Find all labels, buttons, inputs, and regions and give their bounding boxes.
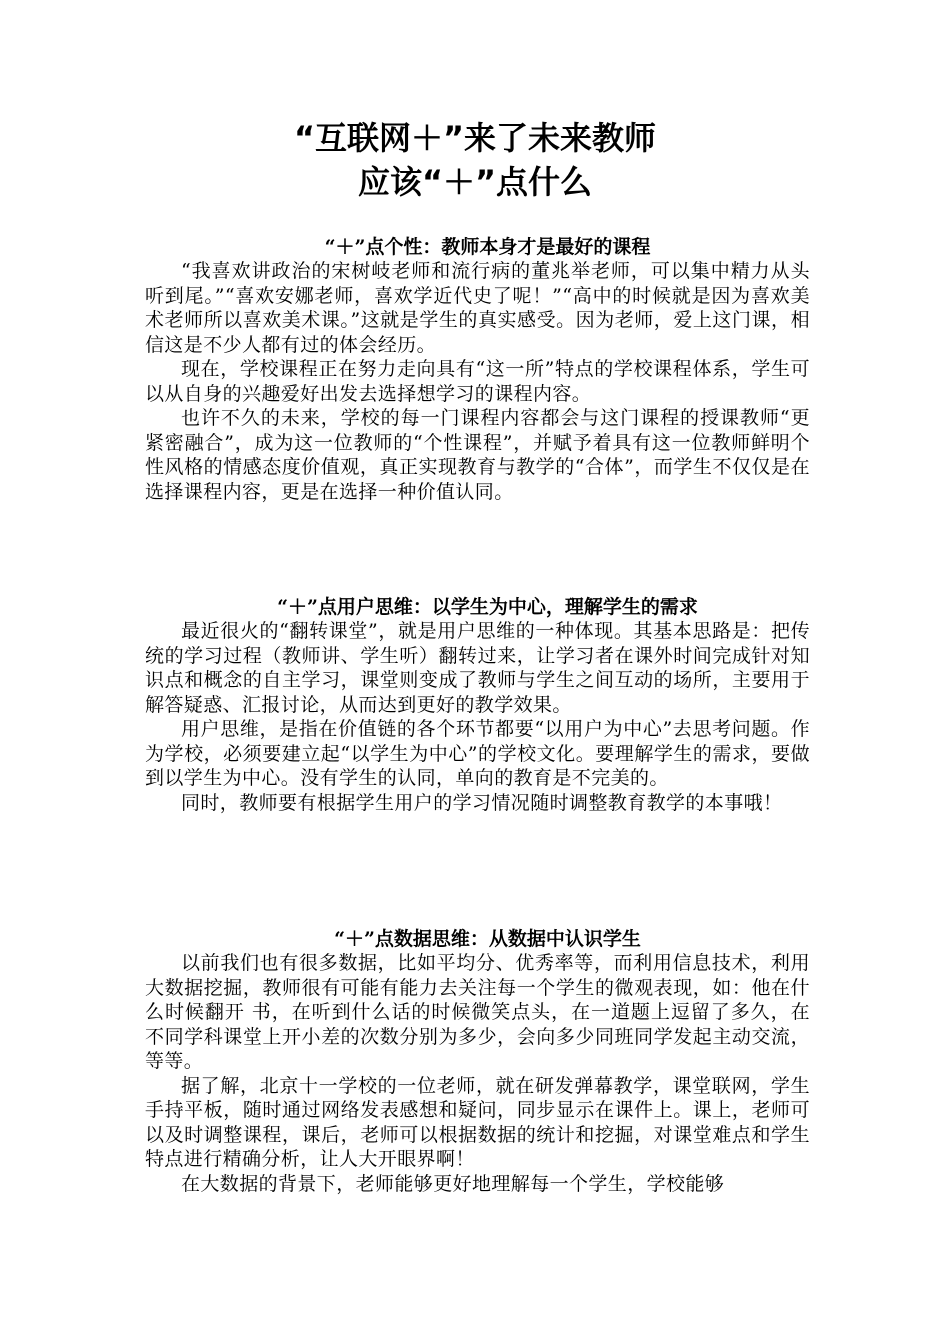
paragraph: 据了解，北京十一学校的一位老师，就在研发弹幕教学，课堂联网，学生手持平板，随时通过网络发表感想和疑问，同步显示在课件上。课上，老师可以及时调整课程，课后，老师可以根据数据的统计和挖掘，对课堂难点和学生特点进行精确分析，让人大开眼界啊！ [145, 1074, 810, 1170]
paragraph: 同时，教师要有根据学生用户的学习情况随时调整教育教学的本事哦！ [181, 791, 783, 814]
paragraph: “我喜欢讲政治的宋树岐老师和流行病的董兆举老师，可以集中精力从头听到尾。”“喜欢安娜老师，喜欢学近代史了呢！”“高中的时候就是因为喜欢美术老师所以喜欢美术课。”这就是学生的真实感受。因为老师，爱上这门课，相信这是不少人都有过的体会经历。 [145, 260, 810, 356]
document-title-line-1: “互联网＋”来了未来教师 [293, 119, 657, 157]
section-heading: “＋”点数据思维：从数据中认识学生 [334, 928, 641, 950]
paragraph: 用户思维，是指在价值链的各个环节都要“以用户为中心”去思考问题。作为学校，必须要建立起“以学生为中心”的学校文化。要理解学生的需求，要做到以学生为中心。没有学生的认同，单向的教育是不完美的。 [145, 718, 810, 789]
section-personality [145, 235, 810, 504]
section-user-thinking [145, 595, 810, 815]
section-data-thinking [145, 927, 810, 1196]
paragraph: 也许不久的未来，学校的每一门课程内容都会与这门课程的授课教师“更紧密融合”，成为这一位教师的“个性课程”，并赋予着具有这一位教师鲜明个性风格的情感态度价值观，真正实现教育与教学的“合体”，而学生不仅仅是在选择课程内容，更是在选择一种价值认同。 [145, 407, 810, 503]
paragraph: 在大数据的背景下，老师能够更好地理解每一个学生，学校能够 [181, 1172, 725, 1195]
section-heading: “＋”点用户思维：以学生为中心，理解学生的需求 [277, 596, 698, 618]
paragraph: 现在，学校课程正在努力走向具有“这一所”特点的学校课程体系，学生可以从自身的兴趣爱好出发去选择想学习的课程内容。 [145, 358, 810, 405]
paragraph: 最近很火的“翻转课堂”，就是用户思维的一种体现。其基本思路是：把传统的学习过程（教师讲、学生听）翻转过来，让学习者在课外时间完成针对知识点和概念的自主学习，课堂则变成了教师与学生之间互动的场所，主要用于解答疑惑、汇报讨论，从而达到更好的教学效果。 [145, 620, 810, 716]
document-title-line-2: 应该“＋”点什么 [357, 163, 593, 201]
paragraph: 以前我们也有很多数据，比如平均分、优秀率等，而利用信息技术，利用大数据挖掘，教师很有可能有能力去关注每一个学生的微观表现，如：他在什么时候翻开 书，在听到什么话的时候微笑点头，在一道题上逗留了多久，在不同学科课堂上开小差的次数分别为多少，会向多少同班同学发起主动交流，等等。 [145, 952, 810, 1072]
section-heading: “＋”点个性：教师本身才是最好的课程 [324, 236, 651, 258]
